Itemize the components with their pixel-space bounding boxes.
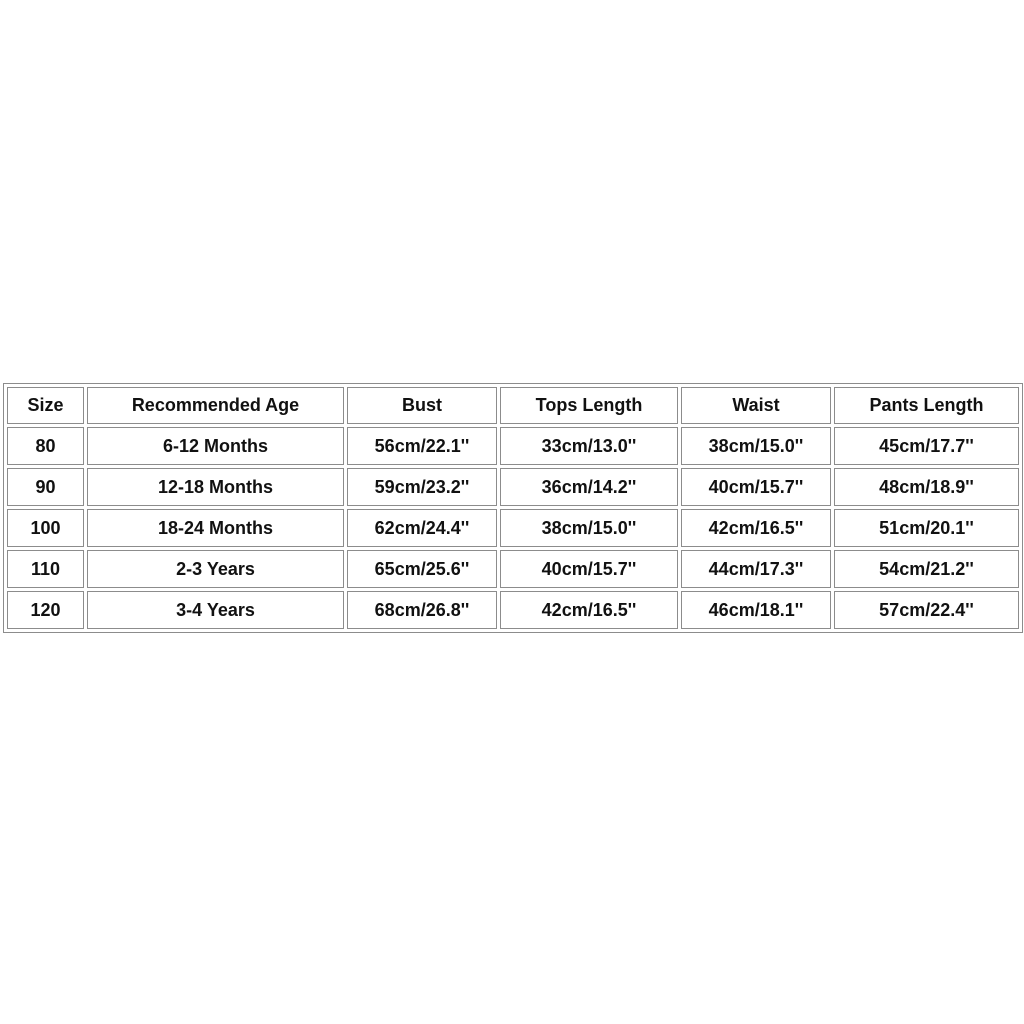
header-pants-length: Pants Length [834,387,1019,424]
cell-recommended-age: 3-4 Years [87,591,344,629]
cell-pants-length: 57cm/22.4'' [834,591,1019,629]
cell-size: 120 [7,591,84,629]
cell-size: 100 [7,509,84,547]
cell-waist: 44cm/17.3'' [681,550,831,588]
header-bust: Bust [347,387,497,424]
header-tops-length: Tops Length [500,387,678,424]
cell-waist: 42cm/16.5'' [681,509,831,547]
cell-tops-length: 33cm/13.0'' [500,427,678,465]
table-row [7,509,1019,547]
cell-pants-length: 48cm/18.9'' [834,468,1019,506]
cell-recommended-age: 12-18 Months [87,468,344,506]
cell-pants-length: 45cm/17.7'' [834,427,1019,465]
size-chart-table [3,383,1023,633]
cell-bust: 56cm/22.1'' [347,427,497,465]
cell-pants-length: 51cm/20.1'' [834,509,1019,547]
cell-waist: 46cm/18.1'' [681,591,831,629]
header-size: Size [7,387,84,424]
header-waist: Waist [681,387,831,424]
cell-recommended-age: 18-24 Months [87,509,344,547]
cell-recommended-age: 6-12 Months [87,427,344,465]
table-row [7,468,1019,506]
table-row [7,427,1019,465]
cell-waist: 38cm/15.0'' [681,427,831,465]
cell-size: 90 [7,468,84,506]
cell-size: 80 [7,427,84,465]
cell-bust: 68cm/26.8'' [347,591,497,629]
cell-tops-length: 40cm/15.7'' [500,550,678,588]
table-row [7,550,1019,588]
table-header-row [7,387,1019,424]
cell-bust: 65cm/25.6'' [347,550,497,588]
cell-waist: 40cm/15.7'' [681,468,831,506]
cell-size: 110 [7,550,84,588]
cell-bust: 59cm/23.2'' [347,468,497,506]
header-recommended-age: Recommended Age [87,387,344,424]
cell-tops-length: 42cm/16.5'' [500,591,678,629]
table-row [7,591,1019,629]
cell-recommended-age: 2-3 Years [87,550,344,588]
cell-tops-length: 36cm/14.2'' [500,468,678,506]
cell-bust: 62cm/24.4'' [347,509,497,547]
cell-pants-length: 54cm/21.2'' [834,550,1019,588]
cell-tops-length: 38cm/15.0'' [500,509,678,547]
